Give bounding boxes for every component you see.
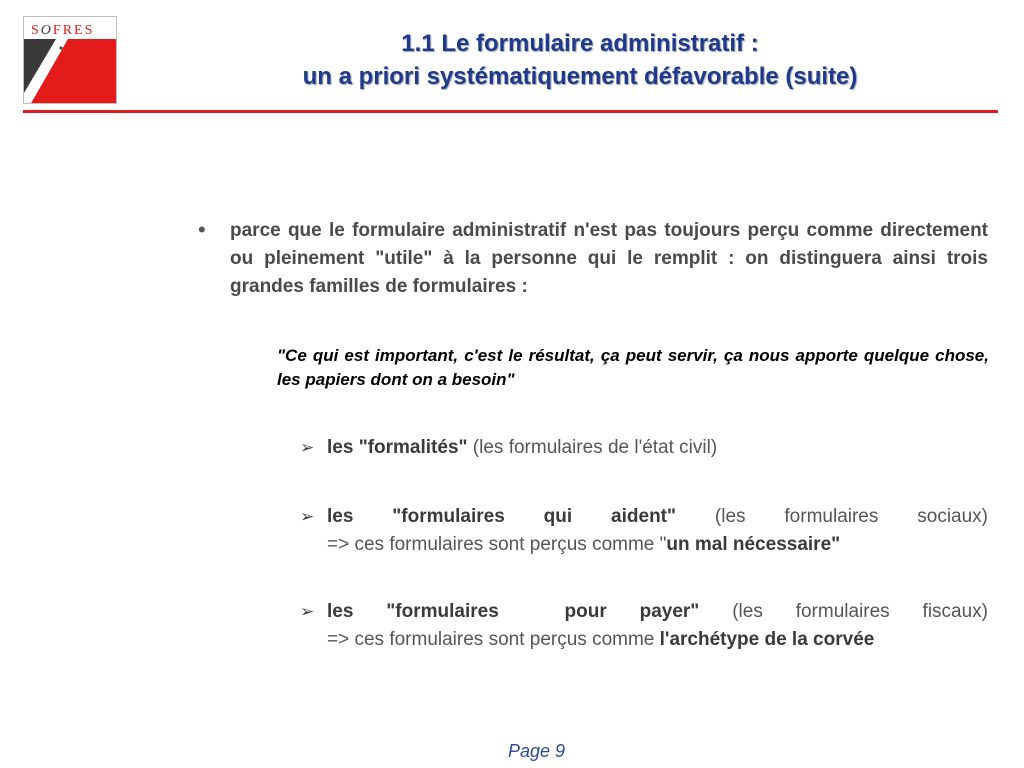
- sofres-logo: [23, 16, 117, 104]
- sub-item-line2-prefix: => ces formulaires sont perçus comme ": [327, 534, 667, 555]
- sub-item-rest: (les formulaires sociaux): [676, 506, 989, 527]
- quote-text: "Ce qui est important, c'est le résultat, ça peut servir, ça nous apporte quelque chose, les papiers dont on a besoin": [277, 346, 989, 389]
- bullet-dot-icon: •: [198, 217, 206, 242]
- arrow-bullet-icon: ➢: [300, 602, 315, 621]
- sofres-logo-graphic: [24, 17, 117, 104]
- title-divider: [23, 110, 998, 113]
- main-bullet-text: parce que le formulaire administratif n'est pas toujours perçu comme directement ou pleinement "utile" à la personne qui le remplit : on distinguera ainsi trois grandes familles de formulaires :: [230, 220, 988, 297]
- sub-item-line2: [327, 629, 874, 650]
- sub-item-line2-bold: un mal nécessaire": [666, 534, 841, 555]
- sub-item-line1: [327, 598, 988, 626]
- slide-title: [150, 27, 1010, 93]
- slide-title-line1: 1.1 Le formulaire administratif :: [401, 30, 759, 57]
- sub-item-bold: les "formulaires qui aident": [327, 506, 677, 527]
- page-number: Page 9: [507, 741, 566, 761]
- slide-title-line2: un a priori systématiquement défavorable (suite): [302, 63, 858, 90]
- sub-item-line1: [327, 503, 988, 531]
- sub-item-text: [327, 503, 988, 559]
- sub-item-bold: les "formalités": [327, 437, 468, 458]
- arrow-bullet-icon: ➢: [300, 507, 315, 526]
- logo-text: SOFRES: [31, 23, 95, 38]
- sub-item-line2-prefix: => ces formulaires sont perçus comme: [327, 629, 660, 650]
- sub-item-line2-bold: l'archétype de la corvée: [659, 629, 875, 650]
- sub-item-bold: les "formulaires pour payer": [327, 601, 700, 622]
- sub-item-line2: [327, 534, 840, 555]
- arrow-bullet-icon: ➢: [300, 438, 315, 457]
- sub-item-text: [327, 434, 988, 462]
- sub-item-rest: (les formulaires de l'état civil): [467, 437, 718, 458]
- sub-item-rest: (les formulaires fiscaux): [699, 601, 988, 622]
- sub-item-text: [327, 598, 988, 654]
